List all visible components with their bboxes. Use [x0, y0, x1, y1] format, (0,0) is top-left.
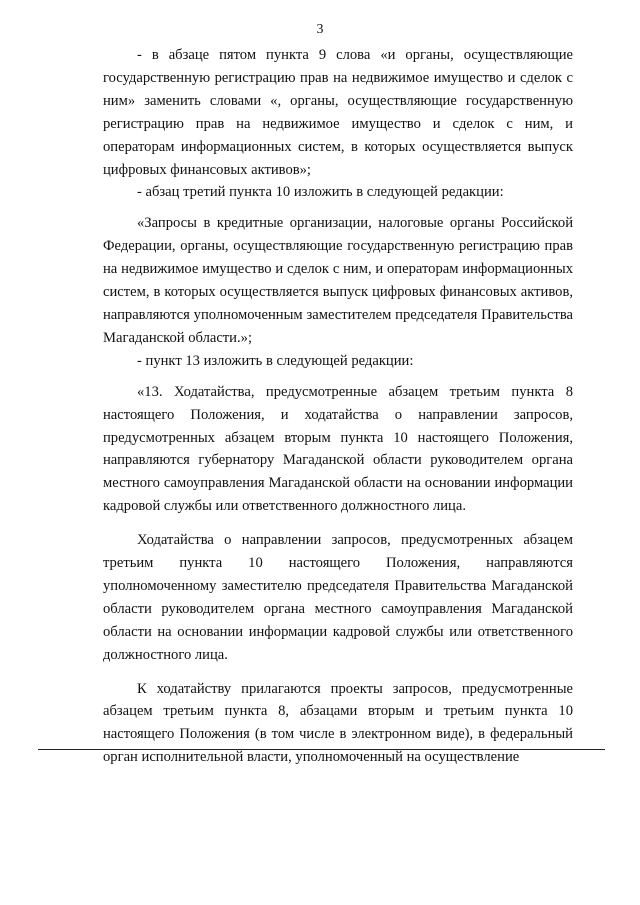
- paragraph-item-10-new-text: «Запросы в кредитные организации, налоговые органы Российской Федерации, органы, осуществляющие государственную регистрацию прав на недвижимое имущество и сделок с ним, и операторам информационных систем, в которых осуществляется выпуск цифровых финансовых активов, направляются уполномоченным заместителем председателя Правительства Магаданской области.»;: [103, 215, 573, 346]
- paragraph-item-13-second: Ходатайства о направлении запросов, предусмотренных абзацем третьим пункта 10 настоящего Положения, направляются уполномоченному заместителю председателя Правительства Магаданской области руководителем органа местного самоуправления Магаданской области на основании информации кадровой службы или ответственного должностного лица.: [103, 532, 573, 663]
- footer-divider-line: [38, 749, 605, 750]
- paragraph-item-13-instruction: - пункт 13 изложить в следующей редакции:: [137, 352, 414, 369]
- paragraph-item-13-attachments: К ходатайству прилагаются проекты запросов, предусмотренные абзацем третьим пункта 8, абзацами вторым и третьим пункта 10 настоящего Положения (в том числе в электронном виде), в федеральный орган исполнительной власти, уполномоченный на осуществление: [103, 680, 573, 766]
- paragraph-item-13-first: «13. Ходатайства, предусмотренные абзацем третьим пункта 8 настоящего Положения, и ходатайства о направлении запросов, предусмотренных абзацем вторым пункта 10 настоящего Положения, направляются губернатору Магаданской области руководителем органа местного самоуправления Магаданской области на основании информации кадровой службы или ответственного должностного лица.: [103, 383, 573, 515]
- document-body: [103, 44, 573, 769]
- page-number: 3: [316, 22, 324, 37]
- paragraph-item-10-instruction: - абзац третий пункта 10 изложить в следующей редакции:: [137, 184, 504, 201]
- paragraph-amend-item-9: - в абзаце пятом пункта 9 слова «и органы, осуществляющие государственную регистрацию прав на недвижимое имущество и сделок с ним» заменить словами «, органы, осуществляющие государственную регистрацию прав на недвижимое имущество и сделок с ним, и операторам информационных систем, в которых осуществляется выпуск цифровых финансовых активов»;: [103, 47, 573, 178]
